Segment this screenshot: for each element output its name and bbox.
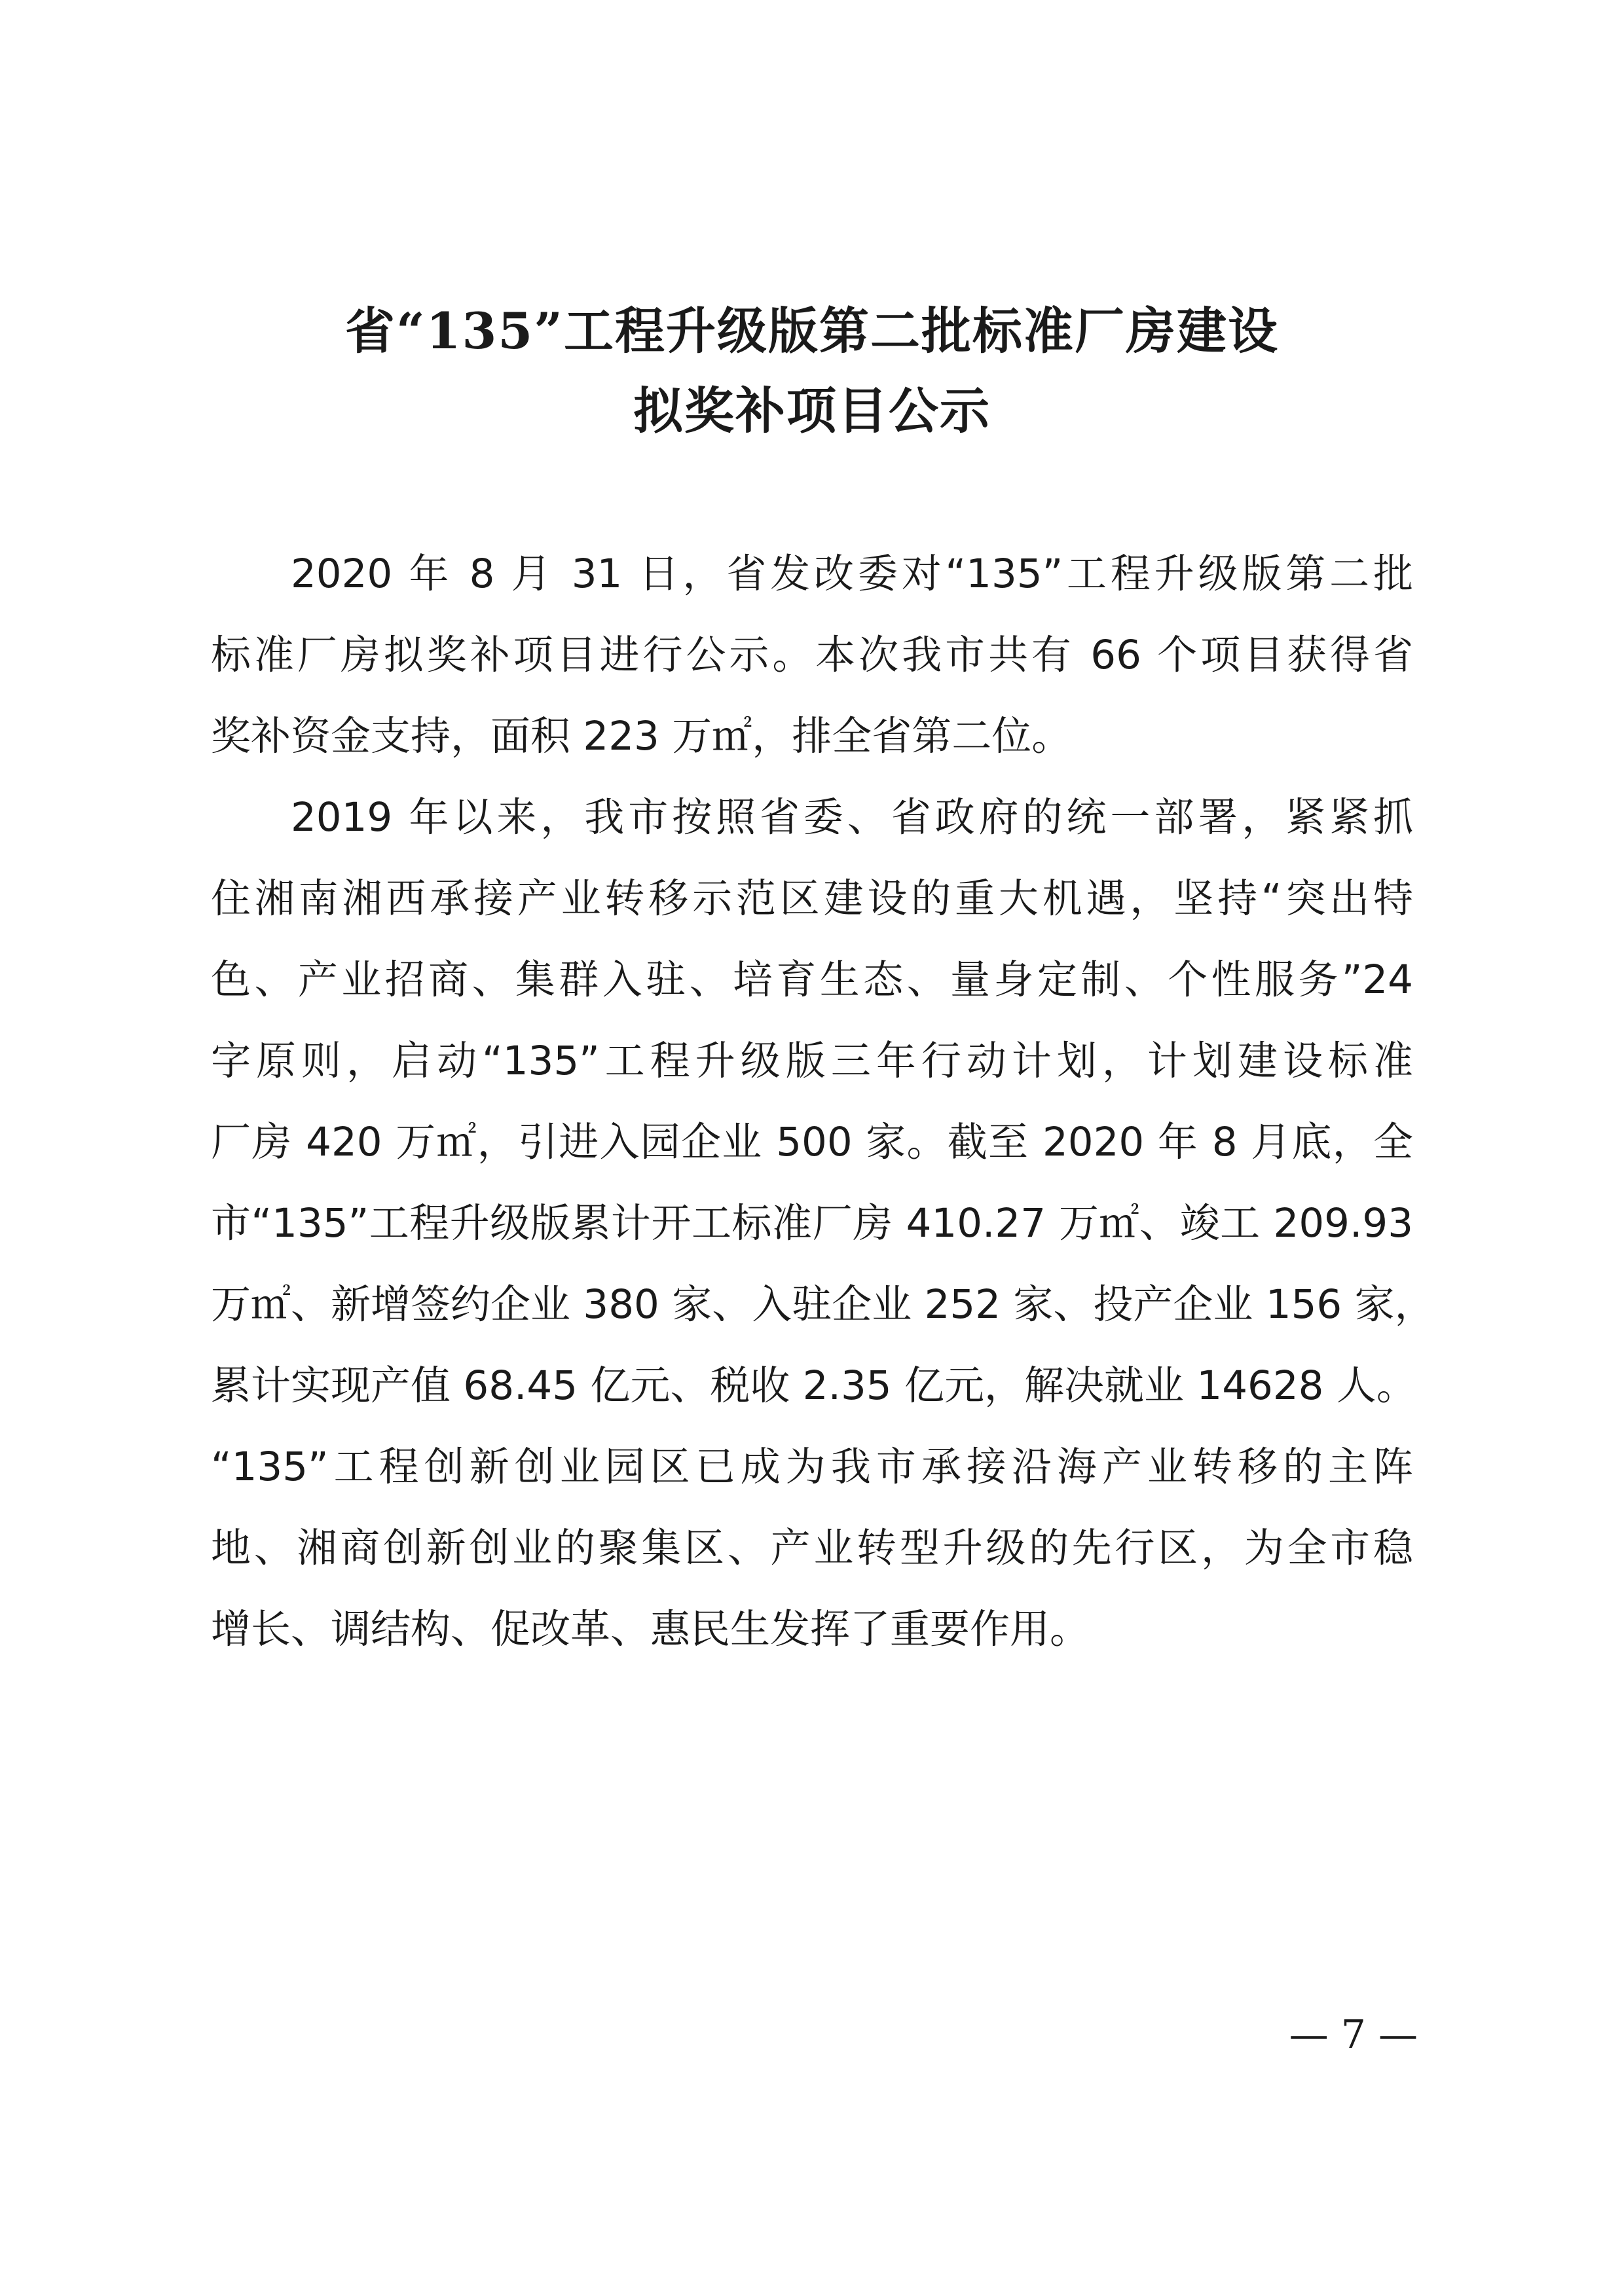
paragraph-1-line-1: 2020 年 8 月 31 日，省发改委对“135”工程升级版第二批 [291, 551, 1413, 597]
paragraph-2-line-1: 2019 年以来，我市按照省委、省政府的统一部署，紧紧抓 [291, 794, 1413, 841]
page-number: — 7 — [1289, 2012, 1418, 2058]
document-title-line-1: 省“135”工程升级版第二批标准厂房建设 [344, 302, 1280, 360]
paragraph-2-line-10: 地、湘商创新创业的聚集区、产业转型升级的先行区，为全市稳 [211, 1525, 1413, 1571]
paragraph-2-line-6: 市“135”工程升级版累计开工标准厂房 410.27 万㎡、竣工 209.93 [211, 1200, 1414, 1247]
paragraph-2-line-7: 万㎡、新增签约企业 380 家、入驻企业 252 家、投产企业 156 家， [211, 1281, 1435, 1328]
paragraph-2-line-4: 字原则，启动“135”工程升级版三年行动计划，计划建设标准 [211, 1038, 1413, 1084]
paragraph-2-line-3: 色、产业招商、集群入驻、培育生态、量身定制、个性服务”24 [211, 957, 1413, 1003]
paragraph-2-line-8: 累计实现产值 68.45 亿元、税收 2.35 亿元，解决就业 14628 人。 [211, 1362, 1416, 1409]
paragraph-1-line-2: 标准厂房拟奖补项目进行公示。本次我市共有 66 个项目获得省 [211, 632, 1413, 678]
paragraph-2-line-2: 住湘南湘西承接产业转移示范区建设的重大机遇，坚持“突出特 [211, 875, 1413, 922]
paragraph-2-line-9: “135”工程创新创业园区已成为我市承接沿海产业转移的主阵 [211, 1444, 1413, 1490]
document-title-line-2: 拟奖补项目公示 [633, 382, 991, 440]
paragraph-2-line-5: 厂房 420 万㎡，引进入园企业 500 家。截至 2020 年 8 月底，全 [211, 1119, 1413, 1165]
paragraph-1-line-3: 奖补资金支持，面积 223 万㎡，排全省第二位。 [211, 713, 1072, 759]
paragraph-2-line-11: 增长、调结构、促改革、惠民生发挥了重要作用。 [211, 1606, 1090, 1652]
